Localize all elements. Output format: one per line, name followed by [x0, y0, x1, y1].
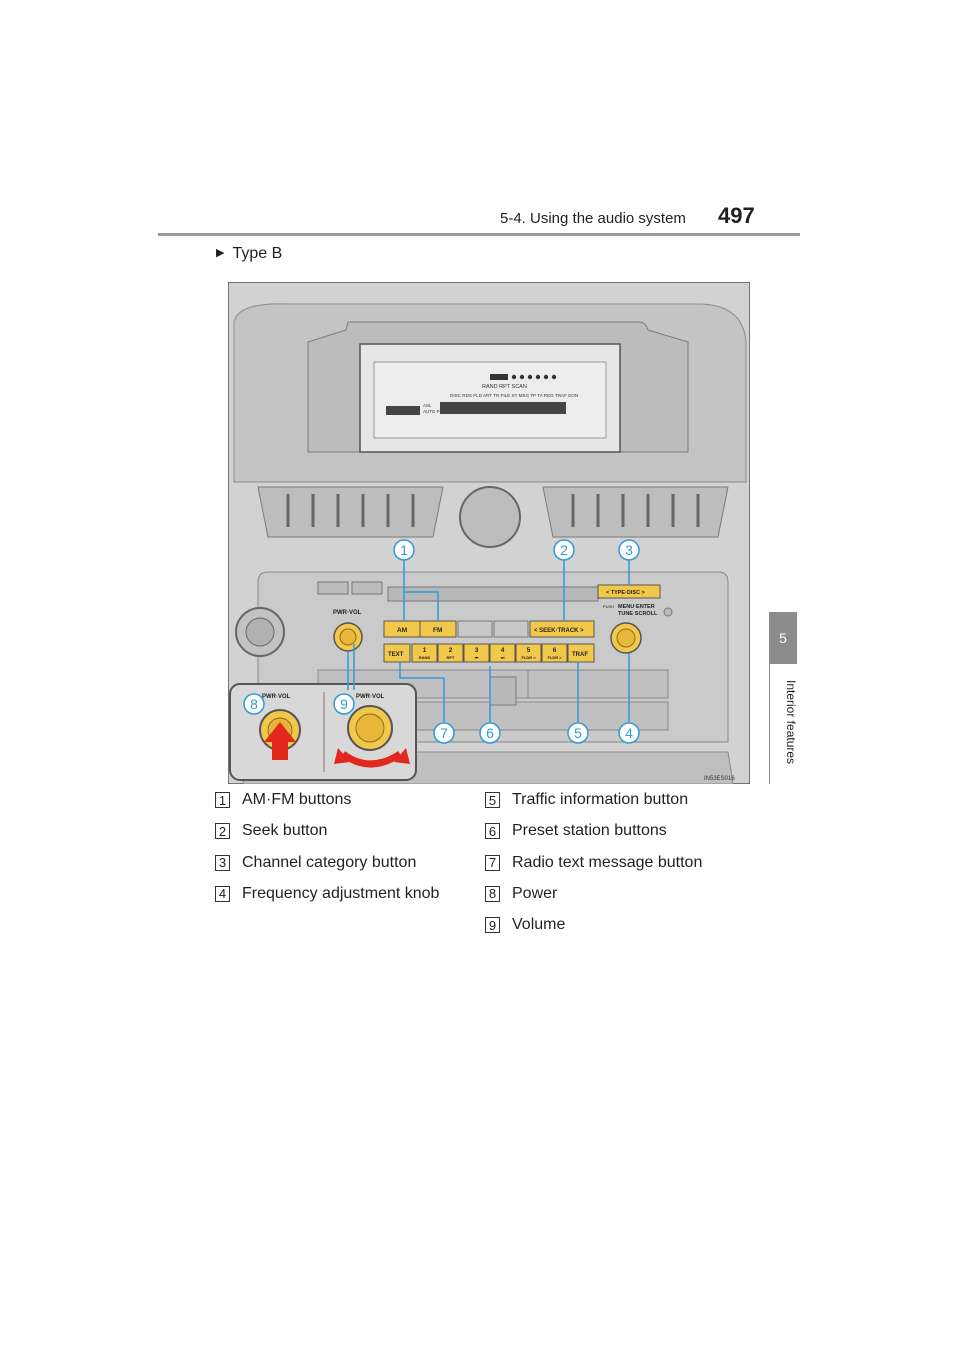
legend-text: Channel category button [242, 853, 417, 871]
type-label [216, 245, 282, 263]
tune-scroll-label: TUNE·SCROLL [618, 611, 658, 617]
header-rule [158, 233, 800, 236]
preset-sub-label: ⏭ [500, 655, 505, 660]
legend-item [485, 822, 667, 840]
legend-number: 6 [485, 823, 500, 839]
inset-pwr-vol-label-left: PWR·VOL [262, 694, 291, 700]
chapter-label: Interior features [784, 680, 798, 765]
push-label: PUSH [603, 604, 615, 609]
callout-number: 1 [400, 542, 408, 558]
legend-text: Seek button [242, 822, 328, 840]
chapter-number: 5 [779, 630, 787, 646]
legend-number: 5 [485, 792, 500, 808]
inset-pwr-vol-label-right: PWR·VOL [356, 694, 385, 700]
legend-number: 7 [485, 855, 500, 871]
callout-number: 7 [440, 725, 448, 741]
type-label-text: Type B [232, 245, 283, 262]
page-number: 497 [718, 203, 755, 228]
legend-item [485, 916, 565, 934]
display-mid-line: DISC RDS FLD ART TR FILE ST MSG TP TA REG TRAF EON [450, 393, 579, 398]
legend-item [485, 854, 702, 872]
display-screen [374, 362, 606, 438]
callout-number: 4 [625, 725, 633, 741]
preset-sub-label: RAND [418, 655, 431, 660]
legend-item [215, 822, 327, 840]
legend-text: Preset station buttons [512, 822, 667, 840]
callout-number: 3 [625, 542, 633, 558]
audio-panel-figure [228, 282, 750, 784]
figure-code: IN53ES016 [704, 776, 735, 782]
display-top-line: RAND RPT SCAN [482, 384, 527, 390]
legend-number: 1 [215, 792, 230, 808]
callout-number: 5 [574, 725, 582, 741]
legend-number: 9 [485, 917, 500, 933]
type-disc-label: < TYPE·DISC > [606, 590, 645, 596]
callout-number: 8 [250, 696, 258, 712]
preset-number: 1 [422, 647, 427, 654]
menu-enter-label: MENU·ENTER [618, 604, 655, 610]
preset-number: 5 [526, 647, 531, 654]
preset-sub-label: FLDR > [547, 655, 562, 660]
legend-item [215, 885, 439, 903]
preset-number: 4 [500, 647, 505, 654]
section-title: 5-4. Using the audio system [500, 210, 686, 227]
preset-sub-label: ⏮ [474, 655, 479, 660]
legend-text: AM·FM buttons [242, 791, 352, 808]
seek-button-label: < SEEK·TRACK > [534, 628, 584, 634]
preset-sub-label: RPT [446, 655, 455, 660]
preset-sub-label: FLDR < [521, 655, 536, 660]
legend-text: Frequency adjustment knob [242, 884, 440, 902]
traf-button-label: TRAF [572, 652, 588, 658]
legend-item [485, 885, 557, 903]
preset-number: 6 [552, 647, 557, 654]
legend-number: 3 [215, 855, 230, 871]
clock [460, 487, 520, 547]
callout-number: 2 [560, 542, 568, 558]
chapter-tab [769, 612, 797, 664]
legend-number: 2 [215, 823, 230, 839]
legend-text: Traffic information button [512, 791, 689, 808]
am-button-label: AM [397, 627, 408, 634]
legend-number: 8 [485, 886, 500, 902]
pwr-vol-label: PWR·VOL [333, 610, 362, 616]
disc-slot [388, 587, 598, 601]
text-button-label: TEXT [388, 652, 404, 658]
callout-number: 9 [340, 696, 348, 712]
fm-button-label: FM [433, 627, 443, 634]
preset-number: 3 [474, 647, 479, 654]
legend-number: 4 [215, 886, 230, 902]
legend-text: Volume [512, 916, 566, 934]
legend-item [485, 791, 688, 809]
preset-row [384, 644, 594, 662]
triangle-bullet-icon: ▶ [216, 247, 225, 259]
callout-number: 6 [486, 725, 494, 741]
display-auto: AUTO P [423, 409, 440, 414]
display-asl: ASL [423, 403, 432, 408]
legend-text: Radio text message button [512, 853, 703, 871]
legend-text: Power [512, 884, 558, 902]
legend-item [215, 791, 351, 809]
preset-number: 2 [448, 647, 453, 654]
legend-item [215, 854, 416, 872]
